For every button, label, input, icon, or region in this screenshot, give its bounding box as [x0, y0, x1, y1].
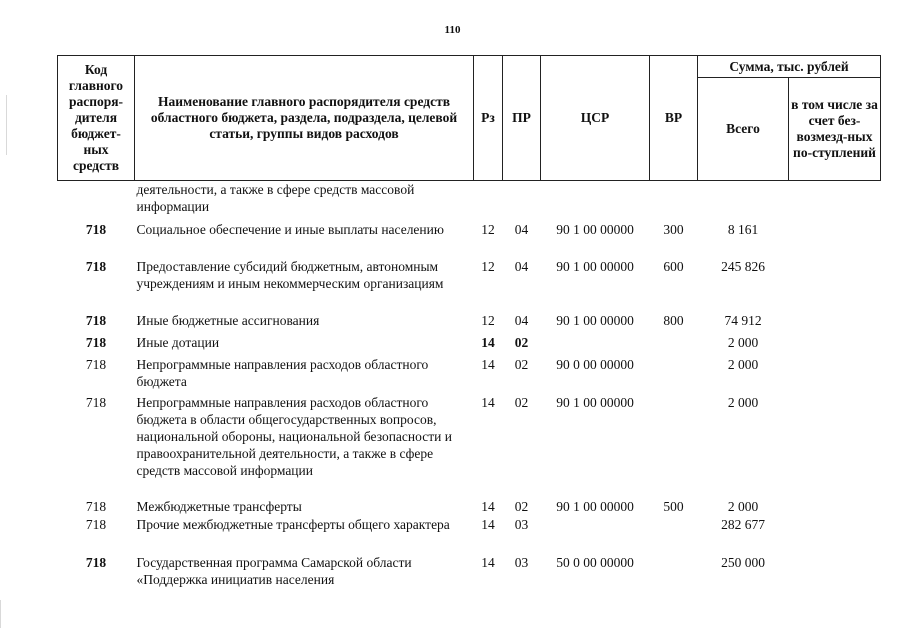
cell-code: 718	[85, 554, 107, 570]
cell-name: Иные бюджетные ассигнования	[136, 312, 320, 328]
cell-rz: 12	[481, 221, 495, 237]
cell-pr: 02	[514, 498, 529, 514]
scan-mark-left	[6, 95, 7, 155]
cell-code: 718	[85, 258, 107, 274]
header-pr: ПР	[503, 56, 541, 181]
cell-code: 718	[85, 221, 107, 237]
cell-vr	[650, 354, 698, 392]
cell-rz: 14	[481, 394, 495, 410]
header-rz: Рз	[474, 56, 503, 181]
cell-pr: 02	[514, 394, 529, 410]
table-row	[58, 392, 881, 498]
cell-name: Прочие межбюджетные трансферты общего характера	[136, 516, 450, 532]
scan-mark-bottom-left	[0, 600, 1, 628]
cell-total: 2 000	[727, 498, 759, 514]
header-sum: Сумма, тыс. рублей	[698, 56, 881, 78]
cell-vr	[650, 392, 698, 498]
cell-rz: 14	[481, 356, 495, 372]
cell-vr: 500	[663, 498, 684, 514]
budget-table	[57, 55, 881, 590]
cell-total: 8 161	[727, 221, 759, 237]
cell-vr	[650, 552, 698, 590]
cell-rz: 12	[481, 258, 495, 274]
cell-csr: 90 1 00 00000	[556, 498, 634, 514]
cell-name: Непрограммные направления расходов областного бюджета в области общегосударственных вопросов, национальной обороны, национальной безопасности и правоохранительной деятельности, а также в сфере средств массовой информации	[136, 394, 452, 478]
cell-gratuitous	[789, 498, 881, 516]
cell-pr	[503, 181, 541, 219]
cell-rz: 12	[481, 312, 495, 328]
page-number: 110	[444, 24, 461, 36]
cell-csr: 90 1 00 00000	[556, 312, 634, 328]
cell-csr: 50 0 00 00000	[556, 554, 634, 570]
cell-vr	[650, 181, 698, 219]
header-total: Всего	[698, 78, 789, 181]
cell-total: 250 000	[721, 554, 765, 570]
cell-total: 74 912	[724, 312, 762, 328]
header-gratuitous: в том числе за счет без-возмезд-ных по-ступлений	[789, 78, 881, 181]
cell-gratuitous	[789, 332, 881, 354]
cell-name: Межбюджетные трансферты	[136, 498, 302, 514]
cell-vr: 800	[663, 312, 684, 328]
cell-rz: 14	[481, 498, 495, 514]
cell-name: Непрограммные направления расходов областного бюджета	[136, 356, 429, 389]
cell-total: 2 000	[727, 394, 759, 410]
table-row	[58, 552, 881, 590]
cell-rz: 14	[481, 554, 495, 570]
table-row	[58, 256, 881, 310]
cell-code	[58, 181, 135, 219]
cell-name: Государственная программа Самарской области «Поддержка инициатив населения	[136, 554, 412, 587]
cell-csr	[541, 181, 650, 219]
cell-code: 718	[85, 394, 107, 410]
cell-total: 2 000	[727, 334, 759, 350]
cell-code: 718	[85, 498, 107, 514]
header-code: Код главного распоря-дителя бюджет-ных средств	[58, 56, 135, 181]
cell-csr: 90 0 00 00000	[556, 356, 634, 372]
header-name: Наименование главного распорядителя средств областного бюджета, раздела, подраздела, целевой статьи, группы видов расходов	[135, 56, 474, 181]
cell-csr	[541, 516, 650, 552]
cell-pr: 03	[514, 554, 529, 570]
cell-rz: 14	[481, 516, 495, 532]
table-row	[58, 219, 881, 256]
table-row	[58, 181, 881, 219]
cell-pr: 02	[514, 356, 529, 372]
cell-vr: 600	[663, 258, 684, 274]
cell-total: 2 000	[727, 356, 759, 372]
cell-name: деятельности, а также в сфере средств массовой информации	[136, 182, 415, 214]
table-row	[58, 354, 881, 392]
cell-csr	[541, 332, 650, 354]
cell-pr: 04	[514, 221, 529, 237]
cell-pr: 04	[514, 258, 529, 274]
cell-name: Иные дотации	[136, 334, 220, 350]
cell-gratuitous	[789, 219, 881, 256]
table-row	[58, 332, 881, 354]
table-header	[58, 56, 881, 181]
cell-gratuitous	[789, 256, 881, 310]
cell-code: 718	[85, 312, 107, 328]
cell-gratuitous	[789, 310, 881, 332]
cell-csr: 90 1 00 00000	[556, 394, 634, 410]
cell-pr: 04	[514, 312, 529, 328]
cell-gratuitous	[789, 392, 881, 498]
table-body	[58, 181, 881, 590]
cell-pr: 03	[514, 516, 529, 532]
cell-code: 718	[85, 334, 107, 350]
cell-vr	[650, 332, 698, 354]
cell-gratuitous	[789, 516, 881, 552]
cell-vr: 300	[663, 221, 684, 237]
cell-total: 282 677	[721, 516, 765, 532]
cell-vr	[650, 516, 698, 552]
cell-name: Предоставление субсидий бюджетным, автономным учреждениям и иным некоммерческим организациям	[136, 258, 444, 291]
header-vr: ВР	[650, 56, 698, 181]
cell-csr: 90 1 00 00000	[556, 221, 634, 237]
table-row	[58, 516, 881, 552]
cell-rz: 14	[481, 334, 495, 350]
cell-gratuitous	[789, 552, 881, 590]
cell-total: 245 826	[721, 258, 765, 274]
cell-total	[698, 181, 789, 219]
cell-code: 718	[85, 516, 107, 532]
table-row	[58, 498, 881, 516]
cell-gratuitous	[789, 354, 881, 392]
header-csr: ЦСР	[541, 56, 650, 181]
cell-code: 718	[85, 356, 107, 372]
cell-csr: 90 1 00 00000	[556, 258, 634, 274]
cell-name: Социальное обеспечение и иные выплаты населению	[136, 221, 444, 237]
cell-pr: 02	[514, 334, 529, 350]
cell-gratuitous	[789, 181, 881, 219]
table-row	[58, 310, 881, 332]
cell-rz	[474, 181, 503, 219]
